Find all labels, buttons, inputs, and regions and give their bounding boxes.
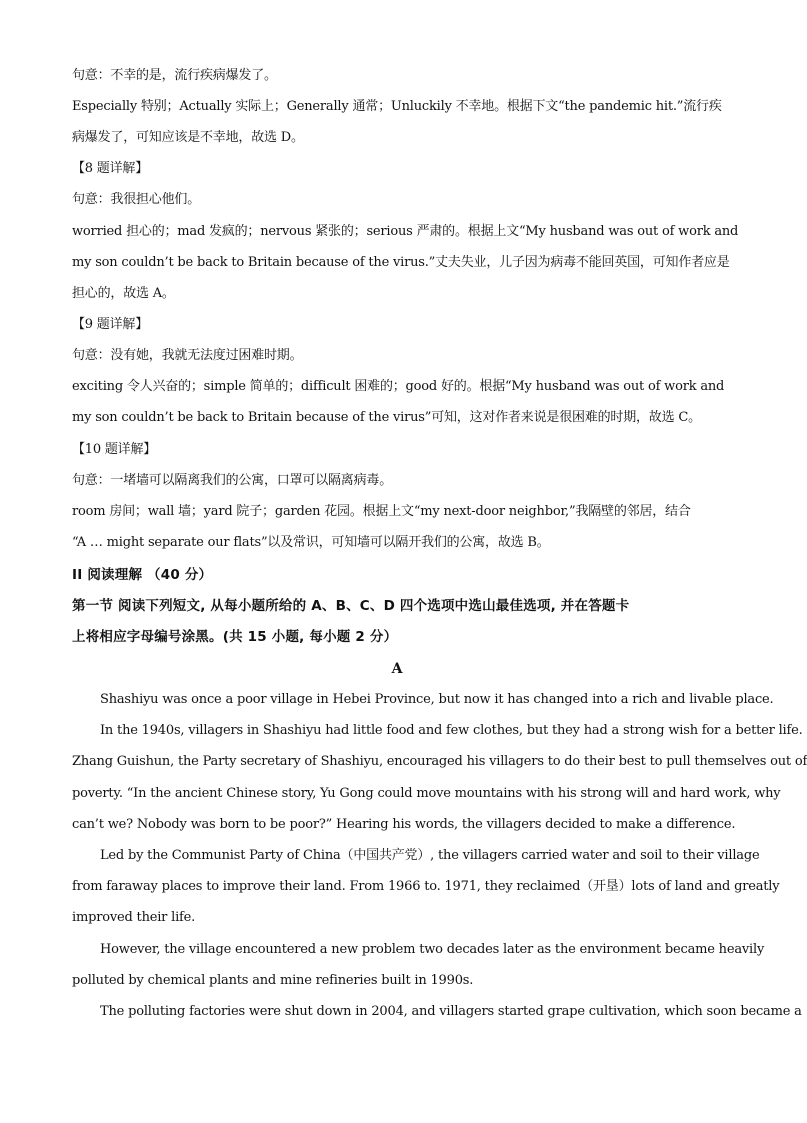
passage-paragraph-line: polluted by chemical plants and mine refineries built in 1990s. [72, 973, 474, 988]
q10-explanation-line: room 房间；wall 墙；yard 院子；garden 花园。根据上文“my next-door neighbor,”我隔壁的邻居，结合 [72, 504, 691, 519]
q8-meaning: 句意：我很担心他们。 [72, 192, 201, 207]
q8-header: 【8 题详解】 [72, 161, 149, 176]
q10-meaning: 句意：一堵墙可以隔离我们的公寓，口罩可以隔离病毒。 [72, 473, 393, 488]
passage-paragraph-line: Shashiyu was once a poor village in Hebei Province, but now it has changed into a rich and livable place. [100, 692, 774, 707]
q8-explanation-line: my son couldn’t be back to Britain because of the virus.”丈夫失业，儿子因为病毒不能回英国，可知作者应是 [72, 255, 730, 270]
section-instructions: 上将相应字母编号涂黑。(共 15 小题, 每小题 2 分） [72, 629, 398, 645]
q7-meaning: 句意：不幸的是，流行疾病爆发了。 [72, 68, 277, 83]
q7-explanation-line: Especially 特别；Actually 实际上；Generally 通常；Unluckily 不幸地。根据下文“the pandemic hit.”流行疾 [72, 99, 722, 114]
q7-explanation-line: 病爆发了，可知应该是不幸地，故选 D。 [72, 130, 304, 145]
passage-paragraph-line: In the 1940s, villagers in Shashiyu had little food and few clothes, but they had a strong wish for a better life. [100, 723, 803, 738]
q10-header: 【10 题详解】 [72, 442, 157, 457]
passage-paragraph-line: Led by the Communist Party of China（中国共产党）, the villagers carried water and soil to their village [100, 848, 760, 863]
passage-paragraph-line: poverty. “In the ancient Chinese story, Yu Gong could move mountains with his strong will and hard work, why [72, 786, 781, 801]
section-title: II 阅读理解 （40 分） [72, 567, 213, 583]
q8-explanation-line: 担心的，故选 A。 [72, 286, 175, 301]
passage-paragraph-line: can’t we? Nobody was born to be poor?” Hearing his words, the villagers decided to make a difference. [72, 817, 736, 832]
passage-label: A [391, 661, 403, 677]
passage-paragraph-line: from faraway places to improve their land. From 1966 to. 1971, they reclaimed（开垦）lots of land and greatly [72, 879, 780, 894]
q9-meaning: 句意：没有她，我就无法度过困难时期。 [72, 348, 303, 363]
passage-paragraph-line: However, the village encountered a new problem two decades later as the environment became heavily [100, 942, 765, 957]
q9-explanation-line: exciting 令人兴奋的；simple 简单的；difficult 困难的；good 好的。根据“My husband was out of work and [72, 379, 725, 394]
q9-header: 【9 题详解】 [72, 317, 149, 332]
passage-paragraph-line: The polluting factories were shut down in 2004, and villagers started grape cultivation, which soon became a [100, 1004, 802, 1019]
q8-explanation-line: worried 担心的；mad 发疯的；nervous 紧张的；serious 严肃的。根据上文“My husband was out of work and [72, 224, 739, 239]
passage-paragraph-line: improved their life. [72, 910, 196, 925]
q10-explanation-line: “A … might separate our flats”以及常识，可知墙可以隔开我们的公寓，故选 B。 [72, 535, 550, 550]
passage-paragraph-line: Zhang Guishun, the Party secretary of Shashiyu, encouraged his villagers to do their best to pull themselves out of [72, 754, 807, 769]
q9-explanation-line: my son couldn’t be back to Britain because of the virus”可知，这对作者来说是很困难的时期，故选 C。 [72, 410, 701, 425]
section-instructions: 第一节 阅读下列短文, 从每小题所给的 A、B、C、D 四个选项中选山最佳选项, 并在答题卡 [72, 598, 630, 614]
